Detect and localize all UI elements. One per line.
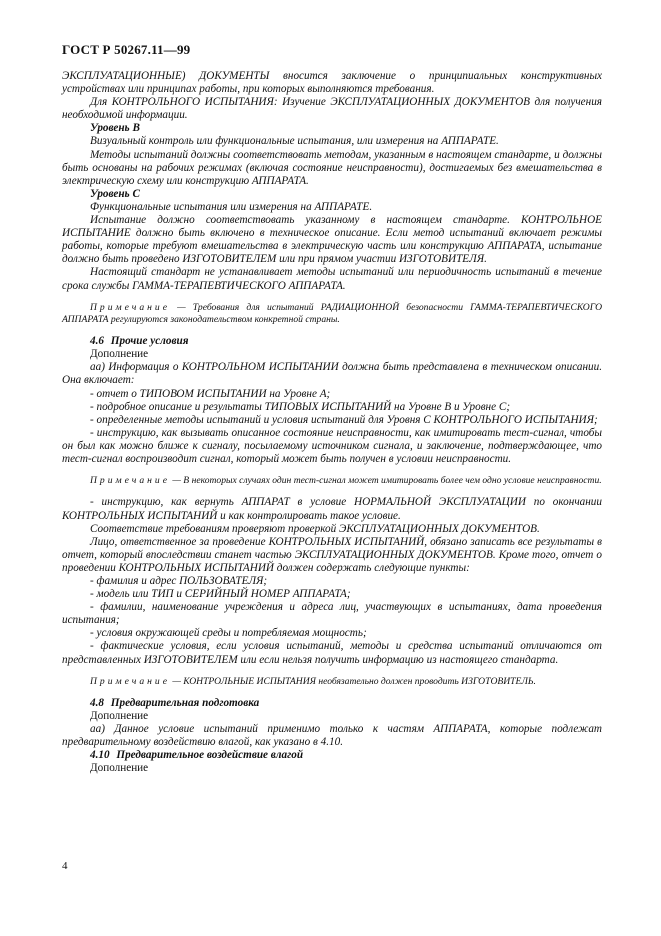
list-item: - подробное описание и результаты ТИПОВЫХ ИСПЫТАНИЙ на Уровне В и Уровне С;: [90, 400, 511, 413]
section-heading: [90, 697, 602, 710]
paragraph: Визуальный контроль или функциональные испытания, или измерения на АППАРАТЕ.: [90, 135, 499, 148]
paragraph: Настоящий стандарт не устанавливает методы испытаний или периодичность испытаний в течение срока службы ГАММА-ТЕРАПЕВТИЧЕСКОГО АППАРАТА.: [62, 266, 602, 292]
section-number: 4.6: [90, 335, 104, 348]
note-label: Примечание: [90, 475, 170, 487]
section-number: 4.10: [90, 749, 110, 762]
paragraph: Лицо, ответственное за проведение КОНТРОЛЬНЫХ ИСПЫТАНИЙ, обязано записать все результаты в отчет, который впоследствии станет частью ЭКСПЛУАТАЦИОННЫХ ДОКУМЕНТОВ. Кроме того, отчет о проведении КОНТРОЛЬНЫХ ИСПЫТАНИЙ должен содержать следующие пункты:: [62, 535, 602, 574]
section-title: Предварительная подготовка: [110, 696, 260, 709]
list-item: - условия окружающей среды и потребляемая мощность;: [90, 627, 367, 640]
list-item: - инструкцию, как вызывать описанное состояние неисправности, как имитировать тест-сигнал, чтобы он был как можно ближе к сигналу, посылаемому источником сигнала, и заключение, подтверждающее, что тест-сигнал воспроизводит сигнал, который может быть получен в условии неисправности.: [62, 426, 602, 466]
list-item: - фамилии, наименование учреждения и адреса лиц, участвующих в испытаниях, дата проведения испытания;: [62, 601, 602, 627]
note-text: — В некоторых случаях один тест-сигнал может имитировать более чем одно условие неисправности.: [172, 475, 602, 487]
note-text: — Требования для испытаний РАДИАЦИОННОЙ безопасности ГАММА-ТЕРАПЕВТИЧЕСКОГО АППАРАТА регулируются законодательством конкретной страны.: [62, 301, 602, 325]
paragraph: Для КОНТРОЛЬНОГО ИСПЫТАНИЯ: Изучение ЭКСПЛУАТАЦИОННЫХ ДОКУМЕНТОВ для получения необходимой информации.: [62, 96, 602, 122]
paragraph: аа) Информация о КОНТРОЛЬНОМ ИСПЫТАНИИ должна быть представлена в техническом описании. Она включает:: [62, 361, 602, 387]
paragraph: аа) Данное условие испытаний применимо только к частям АППАРАТА, которые подлежат предварительному воздействию влагой, как указано в 4.10.: [62, 723, 602, 749]
note-label: Примечание: [90, 675, 170, 687]
section-heading: [90, 749, 602, 762]
note: [62, 302, 602, 327]
paragraph: ЭКСПЛУАТАЦИОННЫЕ) ДОКУМЕНТЫ вносится заключение о принципиальных конструктивных устройствах или принципах работы, при которых выполняются требования.: [62, 70, 602, 96]
page-content: [62, 70, 602, 776]
list-item: - определенные методы испытаний и условия испытаний для Уровня С КОНТРОЛЬНОГО ИСПЫТАНИЯ;: [90, 413, 598, 426]
list-item: - отчет о ТИПОВОМ ИСПЫТАНИИ на Уровне А;: [90, 387, 331, 400]
level-heading: Уровень В: [90, 122, 140, 135]
note: [62, 676, 602, 688]
addition-label: Дополнение: [90, 762, 149, 775]
level-heading: Уровень С: [90, 187, 140, 200]
page-header: ГОСТ Р 50267.11—99: [62, 42, 191, 57]
note-label: Примечание: [90, 301, 170, 313]
section-heading: [90, 335, 602, 348]
note: [62, 475, 602, 487]
paragraph: Соответствие требованиям проверяют проверкой ЭКСПЛУАТАЦИОННЫХ ДОКУМЕНТОВ.: [90, 522, 540, 535]
paragraph: Функциональные испытания или измерения на АППАРАТЕ.: [90, 200, 373, 213]
section-title: Прочие условия: [110, 335, 189, 348]
list-item: - инструкцию, как вернуть АППАРАТ в условие НОРМАЛЬНОЙ ЭКСПЛУАТАЦИИ по окончании КОНТРОЛЬНЫХ ИСПЫТАНИЙ и как контролировать такое условие.: [62, 496, 602, 522]
addition-label: Дополнение: [90, 710, 149, 723]
note-text: — КОНТРОЛЬНЫЕ ИСПЫТАНИЯ необязательно должен проводить ИЗГОТОВИТЕЛЬ.: [172, 675, 536, 687]
paragraph: Методы испытаний должны соответствовать методам, указанным в настоящем стандарте, и должны быть основаны на рабочих режимах (включая состояние неисправности), достигаемых без вмешательства в электрическую схему или конструкцию АППАРАТА.: [62, 148, 602, 187]
page-number: 4: [62, 860, 68, 872]
list-item: - модель или ТИП и СЕРИЙНЫЙ НОМЕР АППАРАТА;: [90, 588, 351, 601]
section-title: Предварительное воздействие влагой: [116, 749, 304, 762]
list-item: - фамилия и адрес ПОЛЬЗОВАТЕЛЯ;: [90, 574, 268, 587]
list-item: - фактические условия, если условия испытаний, методы и средства испытаний отличаются от представленных ИЗГОТОВИТЕЛЕМ или если нельзя получить информацию из настоящего стандарта.: [62, 640, 602, 666]
section-number: 4.8: [90, 696, 104, 709]
paragraph: Испытание должно соответствовать указанному в настоящем стандарте. КОНТРОЛЬНОЕ ИСПЫТАНИЕ должно быть включено в техническое описание. Если метод испытаний включает режимы работы, которые требуют вмешательства в электрическую часть или конструкцию АППАРАТА, испытание должно быть проведено ИЗГОТОВИТЕЛЕМ или при прямом участии ИЗГОТОВИТЕЛЯ.: [62, 214, 602, 266]
addition-label: Дополнение: [90, 348, 149, 361]
